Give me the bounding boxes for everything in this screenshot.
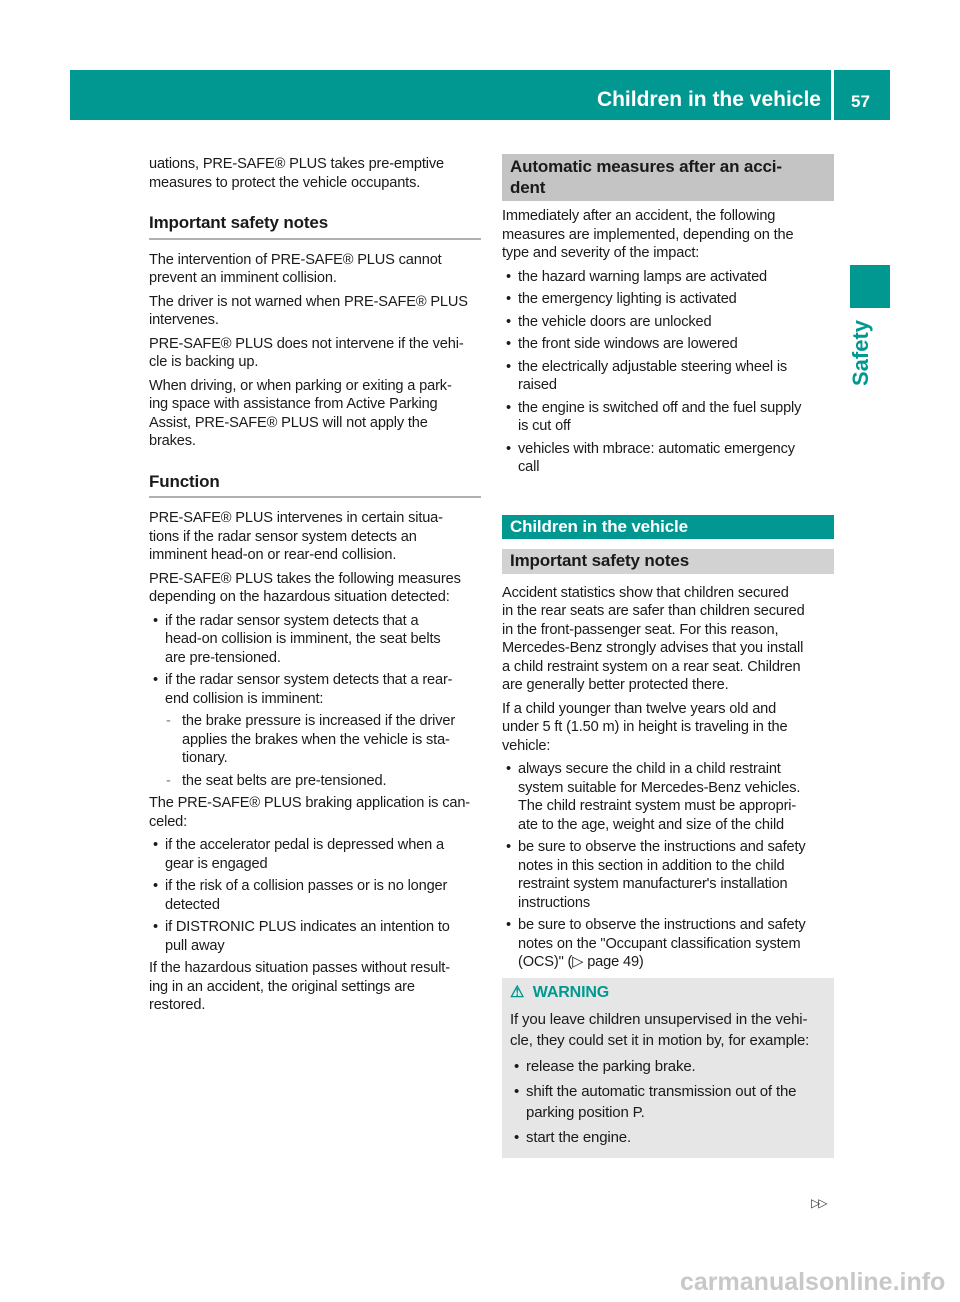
text-line: dent xyxy=(510,178,546,197)
text-line: cle is backing up. xyxy=(149,354,259,370)
text-line: • vehicles with mbrace: automatic emergency xyxy=(518,440,795,457)
text-line: gear is engaged xyxy=(165,855,268,872)
paragraph xyxy=(149,509,481,565)
text-line: head-on collision is imminent, the seat belts xyxy=(165,631,441,647)
text-line: are generally better protected there. xyxy=(502,677,729,693)
heading-automatic-measures xyxy=(502,154,834,201)
text-line: PRE-SAFE® PLUS takes the following measures xyxy=(149,570,461,587)
text-line: type and severity of the impact: xyxy=(502,245,700,261)
text-line: The PRE-SAFE® PLUS braking application is can- xyxy=(149,795,471,811)
list-item xyxy=(502,313,834,332)
text-line: intervenes. xyxy=(149,312,219,328)
text-line: If a child younger than twelve years old and xyxy=(502,700,777,717)
text-line: cle, they could set it in motion by, for example: xyxy=(510,1031,810,1049)
text-line: When driving, or when parking or exiting a park- xyxy=(149,377,452,394)
text-line: If you leave children unsupervised in the vehi- xyxy=(510,1010,808,1028)
text-line: Immediately after an accident, the following xyxy=(502,208,776,224)
text-line: • the front side windows are lowered xyxy=(518,336,738,352)
text-line: ing space with assistance from Active Parking xyxy=(149,396,438,412)
warning-text xyxy=(510,1009,826,1051)
left-column xyxy=(149,155,481,1020)
text-line: uations, PRE-SAFE® PLUS takes pre-emptive xyxy=(149,156,444,172)
text-line: notes on the "Occupant classification system xyxy=(518,935,801,952)
list-item xyxy=(502,440,834,477)
text-line: • shift the automatic transmission out of the xyxy=(526,1082,797,1100)
text-line: in the rear seats are safer than children secured xyxy=(502,603,805,619)
text-line: tionary. xyxy=(182,750,228,766)
page-number: 57 xyxy=(834,70,890,120)
text-line: restored. xyxy=(149,997,206,1013)
paragraph xyxy=(502,700,834,756)
text-line: end collision is imminent: xyxy=(165,690,324,707)
text-line: The child restraint system must be appropri- xyxy=(518,798,797,814)
text-line: • the hazard warning lamps are activated xyxy=(518,268,768,285)
text-line: parking position P. xyxy=(526,1103,645,1121)
text-line: ing in an accident, the original settings are xyxy=(149,978,415,995)
warning-label: WARNING xyxy=(532,983,610,1001)
list-item xyxy=(502,838,834,912)
text-line: - the seat belts are pre-tensioned. xyxy=(182,772,387,789)
heading-function: Function xyxy=(149,473,481,499)
list-item xyxy=(149,877,481,914)
text-line: • if the risk of a collision passes or is no longer xyxy=(165,878,448,894)
text-line: measures are implemented, depending on the xyxy=(502,226,794,243)
text-line: measures to protect the vehicle occupants. xyxy=(149,174,421,191)
right-column xyxy=(502,154,834,1158)
text-line: notes in this section in addition to the child xyxy=(518,857,785,874)
text-line: The driver is not warned when PRE-SAFE® PLUS xyxy=(149,293,468,310)
paragraph xyxy=(502,207,834,263)
text-line: depending on the hazardous situation detected: xyxy=(149,589,450,605)
list-item xyxy=(502,916,834,972)
text-line: (OCS)" (▷ page 49) xyxy=(518,954,644,970)
text-line: The intervention of PRE-SAFE® PLUS cannot xyxy=(149,251,442,268)
text-line: a child restraint system on a rear seat. Children xyxy=(502,658,801,675)
text-line: restraint system manufacturer's installation xyxy=(518,876,788,892)
paragraph xyxy=(149,251,481,288)
text-line: • if the radar sensor system detects that a rear- xyxy=(165,672,453,688)
text-line: system suitable for Mercedes-Benz vehicles. xyxy=(518,779,801,796)
text-line: pull away xyxy=(165,937,225,954)
sub-list-item xyxy=(149,712,481,768)
warning-title xyxy=(510,982,826,1003)
section-heading-children: Children in the vehicle xyxy=(502,515,834,540)
text-line: If the hazardous situation passes without result- xyxy=(149,960,450,976)
list-item xyxy=(502,399,834,436)
text-line: • if the radar sensor system detects that a xyxy=(165,612,419,629)
warning-list-item xyxy=(510,1081,826,1123)
paragraph xyxy=(502,584,834,695)
text-line: applies the brakes when the vehicle is sta- xyxy=(182,731,450,748)
text-line: brakes. xyxy=(149,433,196,449)
text-line: • if the accelerator pedal is depressed when a xyxy=(165,837,444,853)
text-line: are pre-tensioned. xyxy=(165,649,281,666)
section-tab-marker xyxy=(850,265,890,308)
subheading-important-safety-notes: Important safety notes xyxy=(502,549,834,574)
text-line: imminent head-on or rear-end collision. xyxy=(149,547,397,563)
text-line: PRE-SAFE® PLUS does not intervene if the vehi- xyxy=(149,335,464,352)
list-item xyxy=(502,358,834,395)
sub-list-item xyxy=(149,772,481,791)
text-line: • the vehicle doors are unlocked xyxy=(518,313,712,330)
paragraph xyxy=(149,570,481,607)
list-item xyxy=(502,268,834,287)
list-item xyxy=(149,671,481,708)
text-line: call xyxy=(518,459,540,475)
list-item xyxy=(149,836,481,873)
warning-box xyxy=(502,978,834,1158)
text-line: celed: xyxy=(149,813,188,830)
paragraph xyxy=(149,377,481,451)
paragraph xyxy=(149,293,481,330)
chapter-header: Children in the vehicle xyxy=(70,70,831,120)
text-line: Automatic measures after an acci- xyxy=(510,157,782,176)
text-line: vehicle: xyxy=(502,737,551,754)
text-line: raised xyxy=(518,377,557,393)
list-item xyxy=(149,918,481,955)
text-line: is cut off xyxy=(518,418,571,434)
text-line: detected xyxy=(165,896,220,913)
warning-triangle-icon: ⚠ xyxy=(510,983,525,1001)
warning-list-item xyxy=(510,1127,826,1148)
section-tab-label: Safety xyxy=(848,319,873,387)
heading-important-safety-notes: Important safety notes xyxy=(149,214,481,240)
text-line: prevent an imminent collision. xyxy=(149,270,337,286)
list-item xyxy=(502,335,834,354)
continue-arrow-icon: ▷▷ xyxy=(811,1196,826,1210)
text-line: • the engine is switched off and the fuel supply xyxy=(518,399,802,416)
paragraph xyxy=(149,794,481,831)
text-line: ate to the age, weight and size of the child xyxy=(518,816,784,833)
text-line: • the electrically adjustable steering wheel is xyxy=(518,358,788,375)
text-line: tions if the radar sensor system detects an xyxy=(149,528,417,545)
text-line: • if DISTRONIC PLUS indicates an intention to xyxy=(165,919,450,935)
paragraph xyxy=(149,959,481,1015)
text-line: • be sure to observe the instructions and safety xyxy=(518,917,806,933)
text-line: • start the engine. xyxy=(526,1128,632,1146)
text-line: Assist, PRE-SAFE® PLUS will not apply the xyxy=(149,414,428,431)
text-line: • release the parking brake. xyxy=(526,1057,696,1075)
text-line: • be sure to observe the instructions and safety xyxy=(518,839,806,855)
list-item xyxy=(149,612,481,668)
warning-list-item xyxy=(510,1056,826,1077)
paragraph xyxy=(149,335,481,372)
text-line: • always secure the child in a child restraint xyxy=(518,761,781,777)
list-item xyxy=(502,760,834,834)
text-line: - the brake pressure is increased if the driver xyxy=(182,713,456,729)
text-line: Accident statistics show that children secured xyxy=(502,584,789,601)
text-line: in the front-passenger seat. For this reason, xyxy=(502,621,779,638)
text-line: • the emergency lighting is activated xyxy=(518,291,737,307)
list-item xyxy=(502,290,834,309)
watermark: carmanualsonline.info xyxy=(680,1268,946,1296)
paragraph xyxy=(149,155,481,192)
text-line: under 5 ft (1.50 m) in height is traveling in the xyxy=(502,719,788,735)
text-line: PRE-SAFE® PLUS intervenes in certain situa- xyxy=(149,510,443,526)
text-line: instructions xyxy=(518,894,591,911)
text-line: Mercedes-Benz strongly advises that you install xyxy=(502,640,804,656)
